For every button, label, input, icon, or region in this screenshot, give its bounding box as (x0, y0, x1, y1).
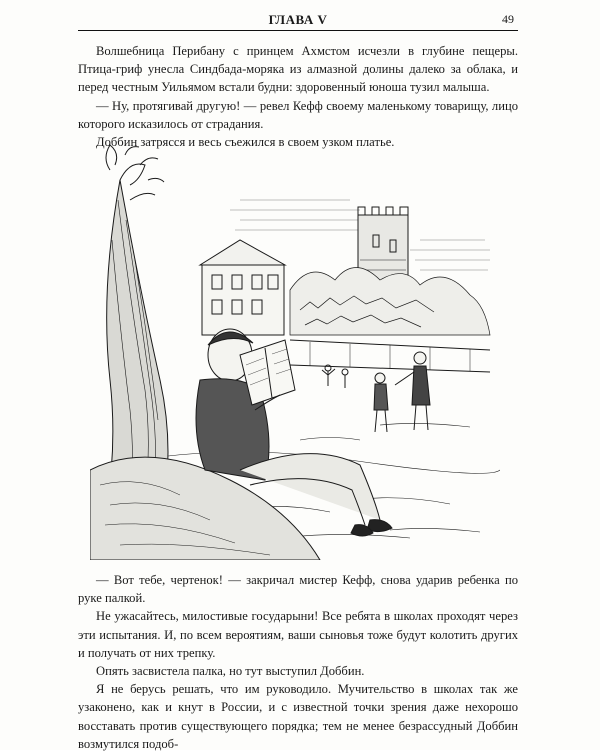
paragraph: Волшебница Перибану с принцем Ахмстом исчезли в глубине пещеры. Птица-гриф унесла Синдбада-моряка из алмазной долины далеко за облака, и перед честным Уильямом встали будни: здоровенный юноша тузил малыша. (78, 44, 518, 95)
paragraph: — Ну, протягивай другую! — ревел Кефф своему маленькому товарищу, лицо которого исказилось от страдания. (78, 98, 518, 131)
paragraph: Не ужасайтесь, милостивые государыни! Все ребята в школах проходят через эти испытания. И, по всем вероятиям, ваши сыновья тоже будут колотить других и получать от них трепку. (78, 609, 518, 660)
school-wall (290, 340, 490, 372)
paragraph: Опять засвистела палка, но тут выступил Доббин. (96, 664, 365, 679)
paragraph: Я не берусь решать, что им руководило. Мучительство в школах так же узаконено, как и кнут в России, и с известной точки зрения даже нехорошо восставать против существующего порядка; тем не менее безрассудный Доббин возмутился подоб- (78, 682, 518, 751)
text-block-bottom (78, 571, 518, 753)
house (200, 240, 285, 335)
paragraph: Доббин затрясся и весь съежился в своем узком платье. (96, 135, 395, 150)
distant-trees (290, 268, 490, 336)
header-rule (78, 30, 518, 31)
background-figures (322, 352, 430, 432)
chapter-heading: ГЛАВА V (268, 12, 328, 27)
page-number: 49 (502, 12, 514, 26)
text-block-top (78, 42, 518, 151)
engraving-illustration (90, 140, 500, 560)
paragraph: — Вот тебе, чертенок! — закричал мистер Кефф, снова ударив ребенка по руке палкой. (78, 573, 518, 606)
